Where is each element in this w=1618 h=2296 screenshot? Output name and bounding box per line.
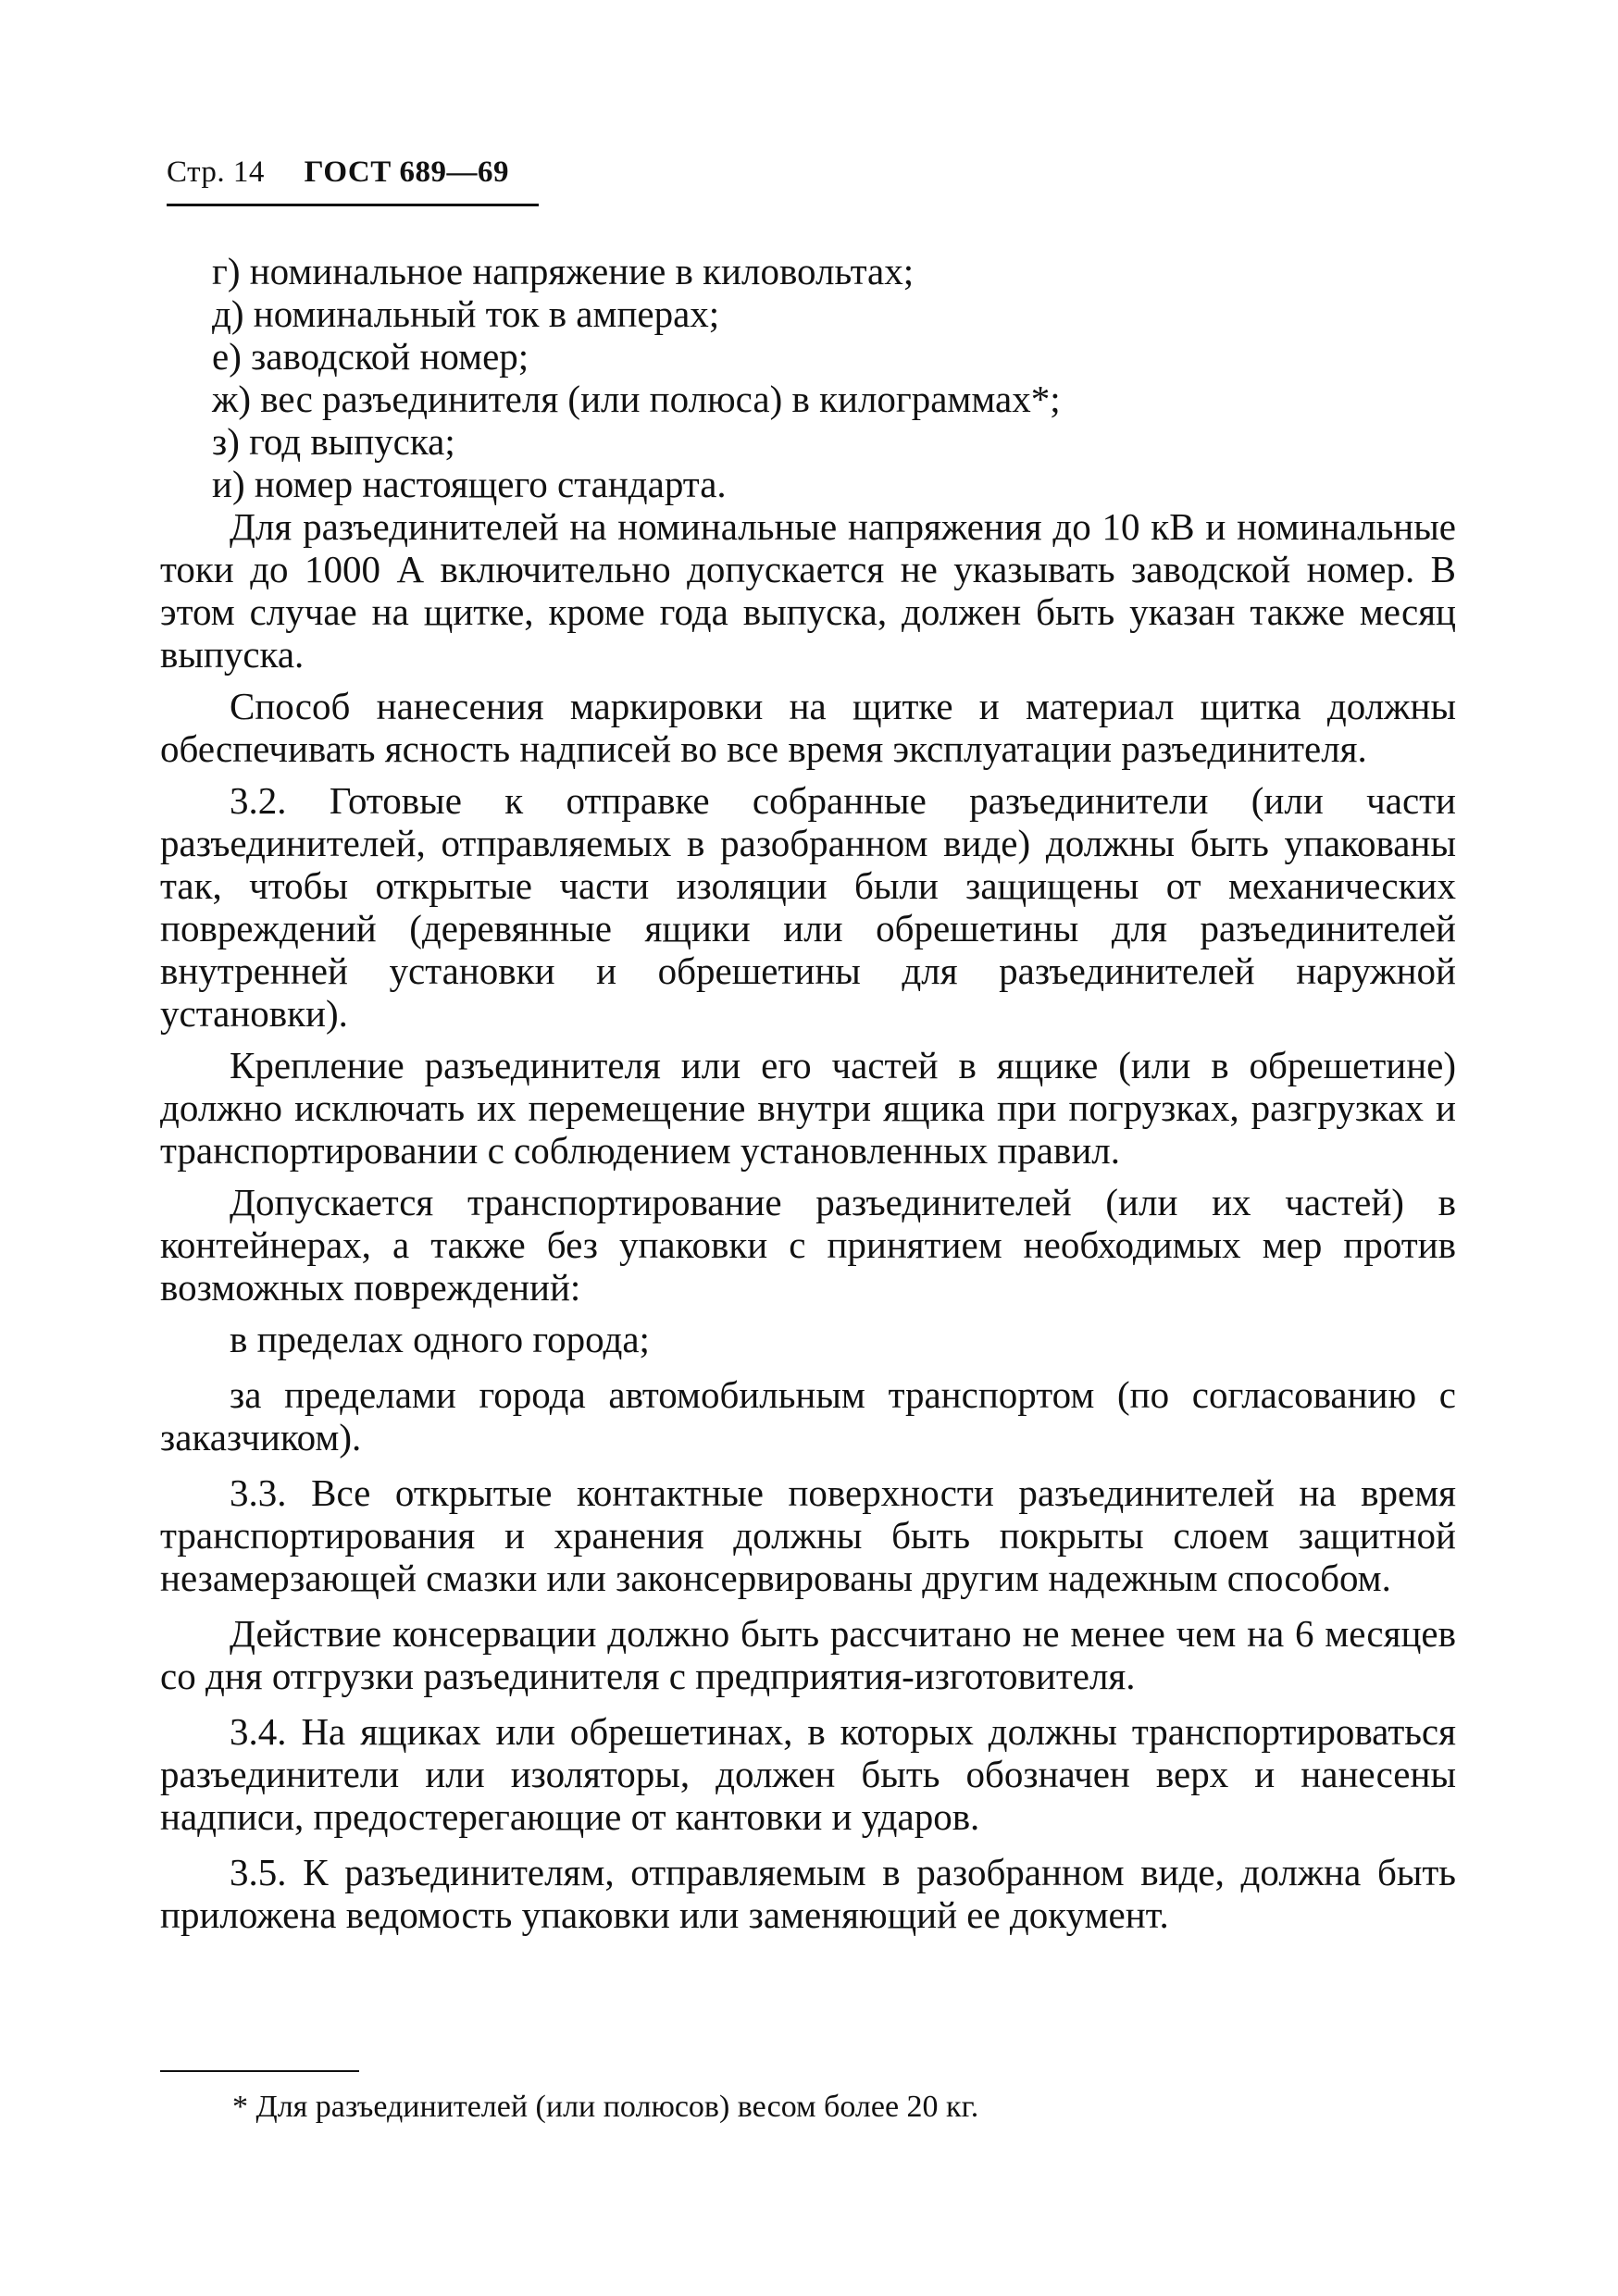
list-item-e: е) заводской номер; <box>212 335 529 378</box>
paragraph-3-5: 3.5. К разъединителям, отправляемым в разобранном виде, должна быть приложена ведомость упаковки или заменяющий ее документ. <box>160 1851 1456 1936</box>
footnote-rule <box>160 2070 359 2072</box>
paragraph-serial-number: Для разъединителей на номинальные напряжения до 10 кВ и номинальные токи до 1000 А включительно допускается не указывать заводской номер. В этом случае на щитке, кроме года выпуска, должен быть указан также месяц выпуска. <box>160 505 1456 676</box>
document-body <box>160 250 1456 1936</box>
paragraph-transport-allowed: Допускается транспортирование разъединителей (или их частей) в контейнерах, а также без упаковки с принятием необходимых мер против возможных повреждений: <box>160 1181 1456 1309</box>
paragraph-fastening: Крепление разъединителя или его частей в ящике (или в обрешетине) должно исключать их перемещение внутри ящика при погрузках, разгрузках и транспортировании с соблюдением установленных правил. <box>160 1044 1456 1172</box>
paragraph-3-4: 3.4. На ящиках или обрешетинах, в которых должны транспортироваться разъединители или изоляторы, должен быть обозначен верх и нанесены надписи, предостерегающие от кантовки и ударов. <box>160 1710 1456 1838</box>
page-header <box>167 155 509 190</box>
transport-case-city: в пределах одного города; <box>230 1318 650 1360</box>
list-item-d: д) номинальный ток в амперах; <box>212 292 720 335</box>
paragraph-conservation: Действие консервации должно быть рассчитано не менее чем на 6 месяцев со дня отгрузки разъединителя с предприятия-изготовителя. <box>160 1612 1456 1697</box>
list-item-zh: ж) вес разъединителя (или полюса) в килограммах*; <box>212 378 1061 420</box>
paragraph-3-3: 3.3. Все открытые контактные поверхности разъединителей на время транспортирования и хранения должны быть покрыты слоем защитной незамерзающей смазки или законсервированы другим надежным способом. <box>160 1471 1456 1599</box>
paragraph-marking-method: Способ нанесения маркировки на щитке и материал щитка должны обеспечивать ясность надписей во все время эксплуатации разъединителя. <box>160 685 1456 770</box>
paragraph-3-2: 3.2. Готовые к отправке собранные разъединители (или части разъединителей, отправляемых в разобранном виде) должны быть упакованы так, чтобы открытые части изоляции были защищены от механических повреждений (деревянные ящики или обрешетины для разъединителей внутренней установки и обрешетины для разъединителей наружной установки). <box>160 779 1456 1035</box>
list-item-i: и) номер настоящего стандарта. <box>212 463 727 505</box>
list-item-z: з) год выпуска; <box>212 420 455 463</box>
header-rule <box>167 204 539 206</box>
page-number: Стр. 14 <box>167 155 265 189</box>
standard-title: ГОСТ 689—69 <box>304 155 509 189</box>
footnote: * Для разъединителей (или полюсов) весом более 20 кг. <box>232 2090 979 2124</box>
transport-case-outside-city: за пределами города автомобильным транспортом (по согласованию с заказчиком). <box>160 1373 1456 1458</box>
list-item-g: г) номинальное напряжение в киловольтах; <box>212 250 915 292</box>
